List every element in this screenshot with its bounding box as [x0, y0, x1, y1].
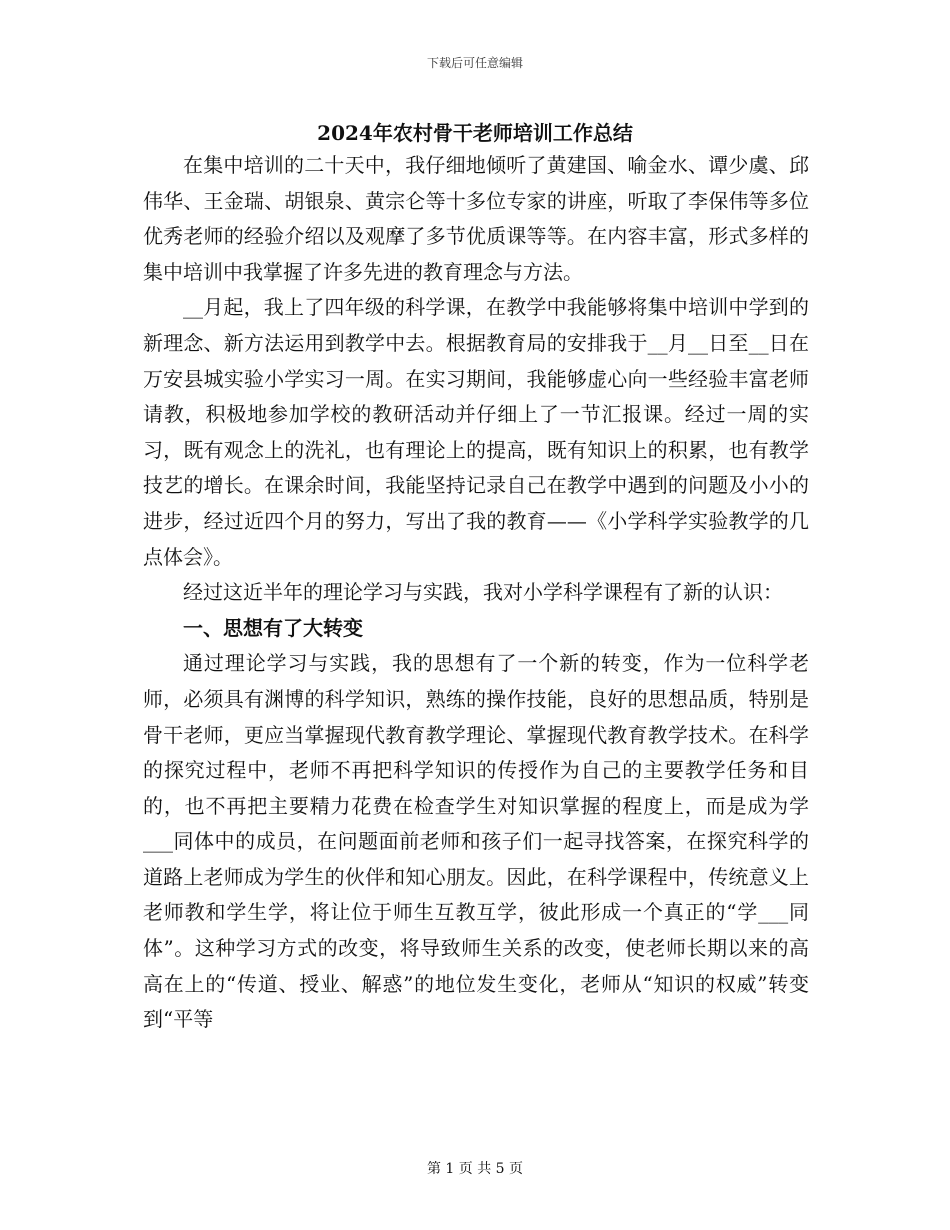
section-paragraph: 通过理论学习与实践，我的思想有了一个新的转变，作为一位科学老师，必须具有渊博的科学知识，熟练的操作技能，良好的思想品质，特别是骨干老师，更应当掌握现代教育教学理论、掌握现代教育教学技术。在科学的探究过程中，老师不再把科学知识的传授作为自己的主要教学任务和目的，也不再把主要精力花费在检查学生对知识掌握的程度上，而是成为学___同体中的成员，在问题面前老师和孩子们一起寻找答案，在探究科学的道路上老师成为学生的伙伴和知心朋友。因此，在科学课程中，传统意义上老师教和学生学，将让位于师生互教互学，彼此形成一个真正的“学___同体”。这种学习方式的改变，将导致师生关系的改变，使老师长期以来的高高在上的“传道、授业、解惑”的地位发生变化，老师从“知识的权威”转变到“平等: [143, 651, 809, 1032]
paragraph-3: 经过这近半年的理论学习与实践，我对小学科学课程有了新的认识：: [183, 580, 783, 605]
section-heading: 一、思想有了大转变: [183, 615, 363, 640]
document-title: 2024年农村骨干老师培训工作总结: [317, 121, 633, 145]
paragraph-2: __月起，我上了四年级的科学课，在教学中我能够将集中培训中学到的新理念、新方法运用到教学中去。根据教育局的安排我于__月__日至__日在万安县城实验小学实习一周。在实习期间，我能够虚心向一些经验丰富老师请教，积极地参加学校的教研活动并仔细上了一节汇报课。经过一周的实习，既有观念上的洗礼，也有理论上的提高，既有知识上的积累，也有教学技艺的增长。在课余时间，我能坚持记录自己在教学中遇到的问题及小小的进步，经过近四个月的努力，写出了我的教育——《小学科学实验教学的几点体会》。: [143, 295, 809, 569]
header-note: 下载后可任意编辑: [426, 56, 523, 70]
document-body: [143, 148, 809, 1038]
paragraph-1: 在集中培训的二十天中，我仔细地倾听了黄建国、喻金水、谭少虞、邱伟华、王金瑞、胡银泉、黄宗仑等十多位专家的讲座，听取了李保伟等多位优秀老师的经验介绍以及观摩了多节优质课等等。在内容丰富，形式多样的集中培训中我掌握了许多先进的教育理念与方法。: [143, 153, 809, 284]
page-number: 第 1 页 共 5 页: [426, 1161, 524, 1177]
